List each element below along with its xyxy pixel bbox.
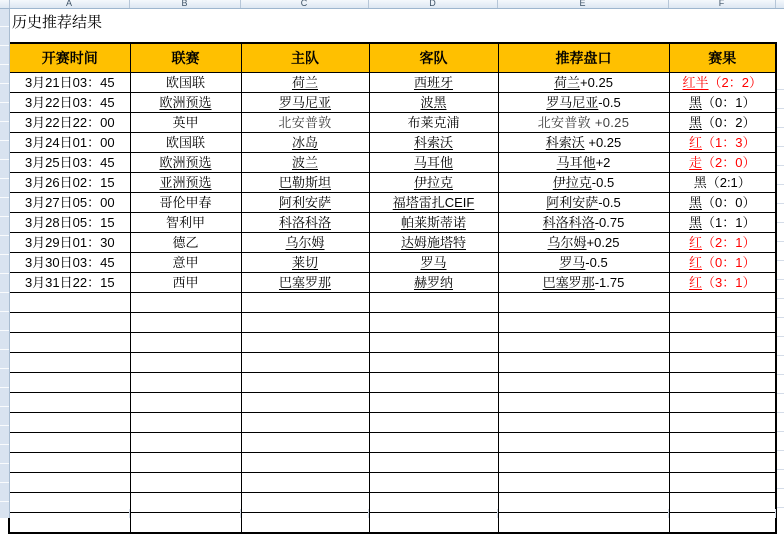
header-home-team[interactable]: 主队 xyxy=(241,43,369,73)
cell-handicap[interactable] xyxy=(498,113,669,133)
result-word: 黑 xyxy=(689,215,703,230)
cell-league[interactable] xyxy=(130,73,241,93)
cell-handicap[interactable] xyxy=(498,213,669,233)
handicap-team: 荷兰 xyxy=(554,75,581,90)
empty-cell-league[interactable] xyxy=(130,393,241,413)
empty-cell-result[interactable] xyxy=(669,313,776,333)
league-text: 欧洲预选 xyxy=(159,95,212,110)
empty-cell-home-team[interactable] xyxy=(241,473,369,493)
result-score: （0：0） xyxy=(702,195,756,210)
column-letter: B xyxy=(181,0,188,8)
result-score: （2：1） xyxy=(702,235,756,250)
empty-cell-home-team[interactable] xyxy=(241,373,369,393)
cell-home-team[interactable] xyxy=(241,273,369,293)
handicap-number: -0.5 xyxy=(585,255,608,270)
handicap-team: 北安普敦 xyxy=(537,115,591,130)
empty-table-row xyxy=(9,513,776,534)
cell-league[interactable] xyxy=(130,173,241,193)
empty-cell-kickoff-time[interactable] xyxy=(9,473,130,493)
empty-cell-kickoff-time[interactable] xyxy=(9,433,130,453)
handicap-team: 乌尔姆 xyxy=(547,235,587,250)
cell-league[interactable] xyxy=(130,153,241,173)
column-header-b[interactable] xyxy=(129,0,241,8)
empty-cell-away-team[interactable] xyxy=(369,493,498,513)
empty-cell-away-team[interactable] xyxy=(369,313,498,333)
empty-cell-kickoff-time[interactable] xyxy=(9,333,130,353)
handicap-team: 罗马尼亚 xyxy=(546,95,599,110)
cell-home-team[interactable] xyxy=(241,233,369,253)
cell-handicap[interactable] xyxy=(498,273,669,293)
result-word: 黑 xyxy=(689,195,703,210)
handicap-number: -1.75 xyxy=(594,275,625,290)
handicap-team: 阿利安萨 xyxy=(546,195,599,210)
away-team-text: 科索沃 xyxy=(413,135,453,150)
column-header-d[interactable] xyxy=(368,0,498,8)
cell-handicap[interactable] xyxy=(498,193,669,213)
empty-table-row xyxy=(9,393,776,413)
empty-table-row xyxy=(9,333,776,353)
cell-kickoff-time[interactable]: 3月22日03：45 xyxy=(9,93,130,113)
cell-league[interactable] xyxy=(130,273,241,293)
empty-cell-home-team[interactable] xyxy=(241,433,369,453)
empty-cell-away-team[interactable] xyxy=(369,333,498,353)
cell-home-team[interactable] xyxy=(241,93,369,113)
cell-home-team[interactable] xyxy=(241,253,369,273)
cell-away-team[interactable] xyxy=(369,133,498,153)
cell-away-team[interactable] xyxy=(369,113,498,133)
empty-cell-home-team[interactable] xyxy=(241,393,369,413)
result-score: （0：1） xyxy=(702,255,756,270)
result-score: （2:1） xyxy=(706,175,751,190)
empty-cell-away-team[interactable] xyxy=(369,393,498,413)
cell-handicap[interactable] xyxy=(498,253,669,273)
table-row xyxy=(9,173,776,193)
empty-cell-league[interactable] xyxy=(130,353,241,373)
empty-cell-result[interactable] xyxy=(669,333,776,353)
cell-kickoff-time[interactable]: 3月22日22：00 xyxy=(9,113,130,133)
empty-cell-away-team[interactable] xyxy=(369,353,498,373)
cell-league[interactable] xyxy=(130,213,241,233)
row-header-strip[interactable] xyxy=(0,8,10,518)
handicap-team: 罗马 xyxy=(559,255,586,270)
cell-result[interactable] xyxy=(669,233,776,253)
empty-cell-kickoff-time[interactable] xyxy=(9,313,130,333)
league-text: 亚洲预选 xyxy=(159,175,212,190)
result-score: （0：2） xyxy=(702,115,756,130)
home-team-text: 阿利安萨 xyxy=(278,195,331,210)
empty-cell-kickoff-time[interactable] xyxy=(9,353,130,373)
empty-cell-result[interactable] xyxy=(669,373,776,393)
gridline-bottom xyxy=(129,509,130,518)
handicap-team: 伊拉克 xyxy=(552,175,592,190)
cell-home-team[interactable] xyxy=(241,153,369,173)
empty-cell-home-team[interactable] xyxy=(241,453,369,473)
cell-away-team[interactable] xyxy=(369,153,498,173)
empty-cell-result[interactable] xyxy=(669,393,776,413)
cell-kickoff-time[interactable]: 3月21日03：45 xyxy=(9,73,130,93)
empty-cell-home-team[interactable] xyxy=(241,353,369,373)
empty-table-row xyxy=(9,493,776,513)
empty-cell-away-team[interactable] xyxy=(369,433,498,453)
cell-home-team[interactable] xyxy=(241,113,369,133)
cell-result[interactable] xyxy=(669,193,776,213)
cell-handicap[interactable] xyxy=(498,233,669,253)
cell-away-team[interactable] xyxy=(369,253,498,273)
empty-cell-away-team[interactable] xyxy=(369,513,498,534)
empty-cell-handicap[interactable] xyxy=(498,433,669,453)
empty-cell-away-team[interactable] xyxy=(369,453,498,473)
cell-away-team[interactable] xyxy=(369,173,498,193)
header-recommended-handicap[interactable]: 推荐盘口 xyxy=(498,43,669,73)
away-team-text: 达姆施塔特 xyxy=(400,235,466,250)
empty-cell-kickoff-time[interactable] xyxy=(9,393,130,413)
cell-away-team[interactable] xyxy=(369,93,498,113)
empty-table-row xyxy=(9,293,776,313)
away-team-text: 赫罗纳 xyxy=(413,275,453,290)
home-team-text: 巴塞罗那 xyxy=(278,275,331,290)
result-word: 黑 xyxy=(693,175,707,190)
cell-handicap[interactable] xyxy=(498,133,669,153)
empty-table-row xyxy=(9,473,776,493)
league-text: 智利甲 xyxy=(165,215,205,230)
away-team-text: 波黑 xyxy=(420,95,447,110)
cell-home-team[interactable] xyxy=(241,133,369,153)
table-row xyxy=(9,73,776,93)
handicap-number: +0.25 xyxy=(584,135,622,150)
empty-cell-home-team[interactable] xyxy=(241,413,369,433)
league-text: 德乙 xyxy=(172,235,199,250)
cell-kickoff-time[interactable]: 3月29日01：30 xyxy=(9,233,130,253)
empty-cell-league[interactable] xyxy=(130,413,241,433)
empty-cell-away-team[interactable] xyxy=(369,413,498,433)
handicap-team: 科索沃 xyxy=(545,135,585,150)
empty-table-row xyxy=(9,413,776,433)
league-text: 西甲 xyxy=(172,275,199,290)
empty-cell-handicap[interactable] xyxy=(498,513,669,534)
cell-result[interactable] xyxy=(669,213,776,233)
handicap-number: +0.25 xyxy=(586,235,620,250)
empty-cell-handicap[interactable] xyxy=(498,313,669,333)
home-team-text: 荷兰 xyxy=(291,75,318,90)
result-word: 走 xyxy=(689,155,703,170)
empty-cell-kickoff-time[interactable] xyxy=(9,293,130,313)
empty-table-row xyxy=(9,313,776,333)
column-letter: D xyxy=(429,0,436,8)
empty-cell-league[interactable] xyxy=(130,333,241,353)
cell-result[interactable] xyxy=(669,133,776,153)
away-team-text: 福塔雷扎CEIF xyxy=(392,195,475,210)
empty-cell-result[interactable] xyxy=(669,353,776,373)
result-score: （1：1） xyxy=(702,215,756,230)
column-letter: F xyxy=(718,0,725,8)
league-text: 欧洲预选 xyxy=(159,155,212,170)
handicap-number: +2 xyxy=(595,155,611,170)
empty-cell-result[interactable] xyxy=(669,473,776,493)
cell-league[interactable] xyxy=(130,253,241,273)
cell-result[interactable] xyxy=(669,173,776,193)
empty-table-row xyxy=(9,433,776,453)
empty-cell-handicap[interactable] xyxy=(498,473,669,493)
cell-kickoff-time[interactable]: 3月31日22：15 xyxy=(9,273,130,293)
empty-cell-kickoff-time[interactable] xyxy=(9,413,130,433)
empty-cell-league[interactable] xyxy=(130,513,241,534)
empty-cell-league[interactable] xyxy=(130,433,241,453)
empty-cell-home-team[interactable] xyxy=(241,513,369,534)
column-header-c[interactable] xyxy=(240,0,369,8)
empty-cell-handicap[interactable] xyxy=(498,373,669,393)
empty-cell-league[interactable] xyxy=(130,493,241,513)
column-header-f[interactable] xyxy=(668,0,776,8)
league-text: 哥伦甲春 xyxy=(159,195,212,210)
home-team-text: 莱切 xyxy=(291,255,318,270)
cell-league[interactable] xyxy=(130,93,241,113)
column-letter: E xyxy=(579,0,586,8)
empty-cell-result[interactable] xyxy=(669,293,776,313)
handicap-team: 巴塞罗那 xyxy=(542,275,595,290)
cell-result[interactable] xyxy=(669,273,776,293)
gridline-bottom xyxy=(368,509,369,518)
handicap-number: +0.25 xyxy=(580,75,613,90)
home-team-text: 巴勒斯坦 xyxy=(278,175,331,190)
handicap-number: -0.5 xyxy=(598,195,621,210)
header-result[interactable]: 赛果 xyxy=(669,43,776,73)
empty-cell-home-team[interactable] xyxy=(241,313,369,333)
column-letter: C xyxy=(300,0,308,8)
cell-handicap[interactable] xyxy=(498,73,669,93)
empty-cell-league[interactable] xyxy=(130,293,241,313)
cell-home-team[interactable] xyxy=(241,173,369,193)
cell-home-team[interactable] xyxy=(241,193,369,213)
column-header-e[interactable] xyxy=(497,0,669,8)
empty-cell-kickoff-time[interactable] xyxy=(9,453,130,473)
league-text: 欧国联 xyxy=(165,75,205,90)
empty-table-row xyxy=(9,373,776,393)
handicap-number: -0.75 xyxy=(594,215,625,230)
handicap-number: -0.5 xyxy=(598,95,621,110)
cell-home-team[interactable] xyxy=(241,213,369,233)
cell-league[interactable] xyxy=(130,133,241,153)
gridlines-right-margin xyxy=(777,71,784,508)
empty-cell-league[interactable] xyxy=(130,373,241,393)
home-team-text: 罗马尼亚 xyxy=(278,95,331,110)
empty-cell-league[interactable] xyxy=(130,473,241,493)
result-word: 红半 xyxy=(682,75,709,90)
cell-home-team[interactable] xyxy=(241,73,369,93)
league-text: 意甲 xyxy=(172,255,199,270)
table-row xyxy=(9,273,776,293)
cell-away-team[interactable] xyxy=(369,193,498,213)
away-team-text: 伊拉克 xyxy=(413,175,453,190)
away-team-text: 罗马 xyxy=(420,255,447,270)
column-header-bar xyxy=(0,0,784,9)
cell-league[interactable] xyxy=(130,113,241,133)
cell-away-team[interactable] xyxy=(369,233,498,253)
cell-result[interactable] xyxy=(669,73,776,93)
column-header-a[interactable] xyxy=(9,0,130,8)
empty-cell-home-team[interactable] xyxy=(241,293,369,313)
empty-cell-handicap[interactable] xyxy=(498,393,669,413)
cell-result[interactable] xyxy=(669,93,776,113)
empty-cell-result[interactable] xyxy=(669,513,776,534)
cell-result[interactable] xyxy=(669,253,776,273)
cell-kickoff-time[interactable]: 3月27日05：00 xyxy=(9,193,130,213)
cell-handicap[interactable] xyxy=(498,173,669,193)
empty-cell-handicap[interactable] xyxy=(498,333,669,353)
table-row xyxy=(9,133,776,153)
cell-kickoff-time[interactable]: 3月28日05：15 xyxy=(9,213,130,233)
table-row xyxy=(9,253,776,273)
empty-cell-away-team[interactable] xyxy=(369,473,498,493)
home-team-text: 科洛科洛 xyxy=(278,215,331,230)
table-row xyxy=(9,93,776,113)
table-row xyxy=(9,213,776,233)
cell-result[interactable] xyxy=(669,113,776,133)
gridline-bottom xyxy=(668,509,669,518)
home-team-text: 冰岛 xyxy=(291,135,318,150)
results-table xyxy=(8,42,777,534)
home-team-text: 波兰 xyxy=(291,155,318,170)
cell-league[interactable] xyxy=(130,193,241,213)
page-title[interactable]: 历史推荐结果 xyxy=(12,14,103,31)
cell-kickoff-time[interactable]: 3月25日03：45 xyxy=(9,153,130,173)
table-row xyxy=(9,113,776,133)
league-text: 欧国联 xyxy=(165,135,205,150)
away-team-text: 布莱克浦 xyxy=(407,115,460,130)
empty-cell-kickoff-time[interactable] xyxy=(9,513,130,534)
result-word: 红 xyxy=(689,235,703,250)
cell-result[interactable] xyxy=(669,153,776,173)
cell-away-team[interactable] xyxy=(369,273,498,293)
empty-cell-result[interactable] xyxy=(669,493,776,513)
away-team-text: 西班牙 xyxy=(413,75,453,90)
result-word: 红 xyxy=(689,135,703,150)
column-header-g-sliver[interactable] xyxy=(775,0,784,8)
handicap-number: +0.25 xyxy=(590,115,630,130)
away-team-text: 帕莱斯蒂诺 xyxy=(400,215,466,230)
result-score: （1：3） xyxy=(702,135,756,150)
empty-table-row xyxy=(9,353,776,373)
cell-league[interactable] xyxy=(130,233,241,253)
empty-cell-result[interactable] xyxy=(669,413,776,433)
gridline-bottom xyxy=(240,509,241,518)
result-score: （3：1） xyxy=(702,275,756,290)
cell-kickoff-time[interactable]: 3月26日02：15 xyxy=(9,173,130,193)
home-team-text: 乌尔姆 xyxy=(285,235,325,250)
empty-cell-handicap[interactable] xyxy=(498,413,669,433)
header-league[interactable]: 联赛 xyxy=(130,43,241,73)
result-score: （2：2） xyxy=(708,75,762,90)
empty-cell-handicap[interactable] xyxy=(498,353,669,373)
result-word: 红 xyxy=(689,275,703,290)
cell-handicap[interactable] xyxy=(498,153,669,173)
cell-kickoff-time[interactable]: 3月24日01：00 xyxy=(9,133,130,153)
handicap-team: 科洛科洛 xyxy=(542,215,595,230)
handicap-team: 马耳他 xyxy=(556,155,596,170)
cell-kickoff-time[interactable]: 3月30日03：45 xyxy=(9,253,130,273)
header-kickoff-time[interactable]: 开赛时间 xyxy=(9,43,130,73)
table-header-row xyxy=(9,43,776,73)
result-score: （0：1） xyxy=(702,95,756,110)
table-row xyxy=(9,193,776,213)
empty-cell-away-team[interactable] xyxy=(369,373,498,393)
home-team-text: 北安普敦 xyxy=(278,115,332,130)
column-letter: A xyxy=(65,0,72,8)
empty-cell-result[interactable] xyxy=(669,453,776,473)
empty-cell-away-team[interactable] xyxy=(369,293,498,313)
empty-cell-kickoff-time[interactable] xyxy=(9,493,130,513)
empty-cell-handicap[interactable] xyxy=(498,293,669,313)
league-text: 英甲 xyxy=(172,115,199,130)
cell-away-team[interactable] xyxy=(369,213,498,233)
empty-cell-home-team[interactable] xyxy=(241,333,369,353)
empty-cell-result[interactable] xyxy=(669,433,776,453)
result-word: 黑 xyxy=(689,115,703,130)
result-word: 黑 xyxy=(689,95,703,110)
empty-cell-league[interactable] xyxy=(130,453,241,473)
table-row xyxy=(9,153,776,173)
empty-cell-handicap[interactable] xyxy=(498,493,669,513)
result-score: （2：0） xyxy=(702,155,756,170)
away-team-text: 马耳他 xyxy=(413,155,453,170)
empty-cell-kickoff-time[interactable] xyxy=(9,373,130,393)
empty-cell-home-team[interactable] xyxy=(241,493,369,513)
gridline-bottom xyxy=(497,509,498,518)
result-word: 红 xyxy=(689,255,703,270)
empty-table-row xyxy=(9,453,776,473)
cell-handicap[interactable] xyxy=(498,93,669,113)
handicap-number: -0.5 xyxy=(591,175,615,190)
gridline-bottom xyxy=(775,509,776,518)
header-away-team[interactable]: 客队 xyxy=(369,43,498,73)
table-row xyxy=(9,233,776,253)
empty-cell-league[interactable] xyxy=(130,313,241,333)
cell-away-team[interactable] xyxy=(369,73,498,93)
empty-cell-handicap[interactable] xyxy=(498,453,669,473)
